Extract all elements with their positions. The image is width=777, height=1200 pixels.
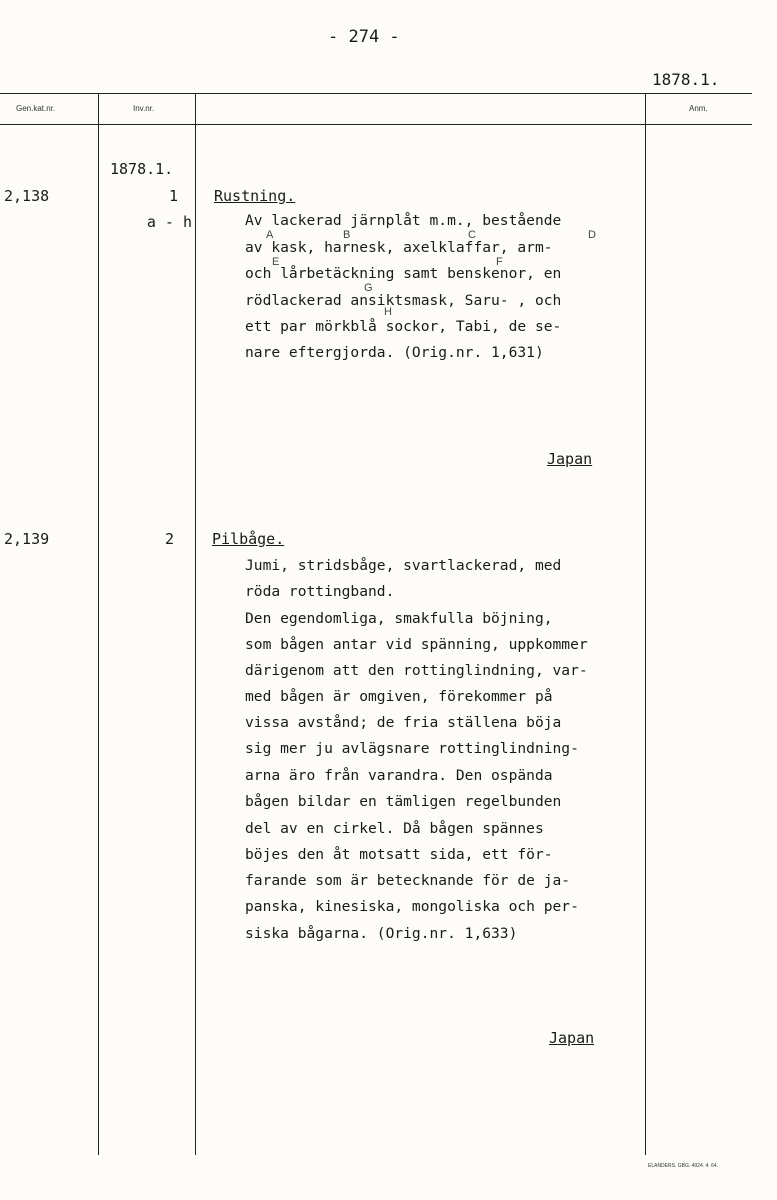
description-line: rödlackerad ansiktsmask, Saru- , och <box>245 292 562 309</box>
pen-mark-letter: G <box>364 282 373 294</box>
description-line: Av lackerad järnplåt m.m., bestående <box>245 212 562 229</box>
description-line: panska, kinesiska, mongoliska och per- <box>245 898 579 915</box>
description-line: och lårbetäckning samt benskenor, en <box>245 265 562 282</box>
pen-mark-letter: H <box>384 306 392 318</box>
catalog-reference: 1878.1. <box>652 70 720 89</box>
gen-kat-number: 2,138 <box>4 187 50 205</box>
origin-country: Japan <box>549 1029 595 1047</box>
column-header-anm: Anm. <box>689 104 708 113</box>
description-line: Den egendomliga, smakfulla böjning, <box>245 610 553 627</box>
description-line: farande som är betecknande för de ja- <box>245 872 571 889</box>
description-line: arna äro från varandra. Den ospända <box>245 767 553 784</box>
printer-imprint: ELANDERS. GBG. 4924. 4. 64. <box>648 1163 719 1169</box>
group-label: 1878.1. <box>110 160 174 178</box>
inv-number: 1 <box>168 187 178 205</box>
description-line: del av en cirkel. Då bågen spännes <box>245 820 544 837</box>
description-line: med bågen är omgiven, förekommer på <box>245 688 553 705</box>
description-line: nare eftergjorda. (Orig.nr. 1,631) <box>245 344 544 361</box>
description-line: bågen bildar en tämligen regelbunden <box>245 793 562 810</box>
entry-title: Rustning. <box>214 187 296 205</box>
description-line: som bågen antar vid spänning, uppkommer <box>245 636 588 653</box>
description-line: därigenom att den rottinglindning, var- <box>245 662 588 679</box>
entry-title: Pilbåge. <box>212 530 285 548</box>
header-top-rule <box>0 93 752 94</box>
pen-mark-letter: D <box>588 229 596 241</box>
pen-mark-letter: A <box>266 229 274 241</box>
pen-mark-letter: B <box>343 229 351 241</box>
column-header-gen-kat-nr: Gen.kat.nr. <box>16 104 56 113</box>
description-line: böjes den åt motsatt sida, ett för- <box>245 846 553 863</box>
gen-kat-number: 2,139 <box>4 530 50 548</box>
column-header-inv-nr: Inv.nr. <box>133 104 155 113</box>
inv-number: 2 <box>164 530 174 548</box>
column-divider-gen <box>98 93 99 1155</box>
description-line: vissa avstånd; de fria ställena böja <box>245 714 562 731</box>
pen-mark-letter: C <box>468 229 476 241</box>
header-bottom-rule <box>0 124 752 125</box>
description-line: sig mer ju avlägsnare rottinglindning- <box>245 740 579 757</box>
description-line: Jumi, stridsbåge, svartlackerad, med <box>245 557 562 574</box>
column-divider-inv <box>195 93 196 1155</box>
column-divider-anm <box>645 93 646 1155</box>
origin-country: Japan <box>547 450 593 468</box>
inv-subnumbers: a - h <box>146 213 192 231</box>
page-number: - 274 - <box>328 27 400 47</box>
description-line: siska bågarna. (Orig.nr. 1,633) <box>245 925 518 942</box>
pen-mark-letter: F <box>496 256 503 268</box>
description-line: ett par mörkblå sockor, Tabi, de se- <box>245 318 562 335</box>
pen-mark-letter: E <box>272 256 280 268</box>
description-line: av kask, harnesk, axelklaffar, arm- <box>245 239 553 256</box>
description-line: röda rottingband. <box>245 583 395 600</box>
